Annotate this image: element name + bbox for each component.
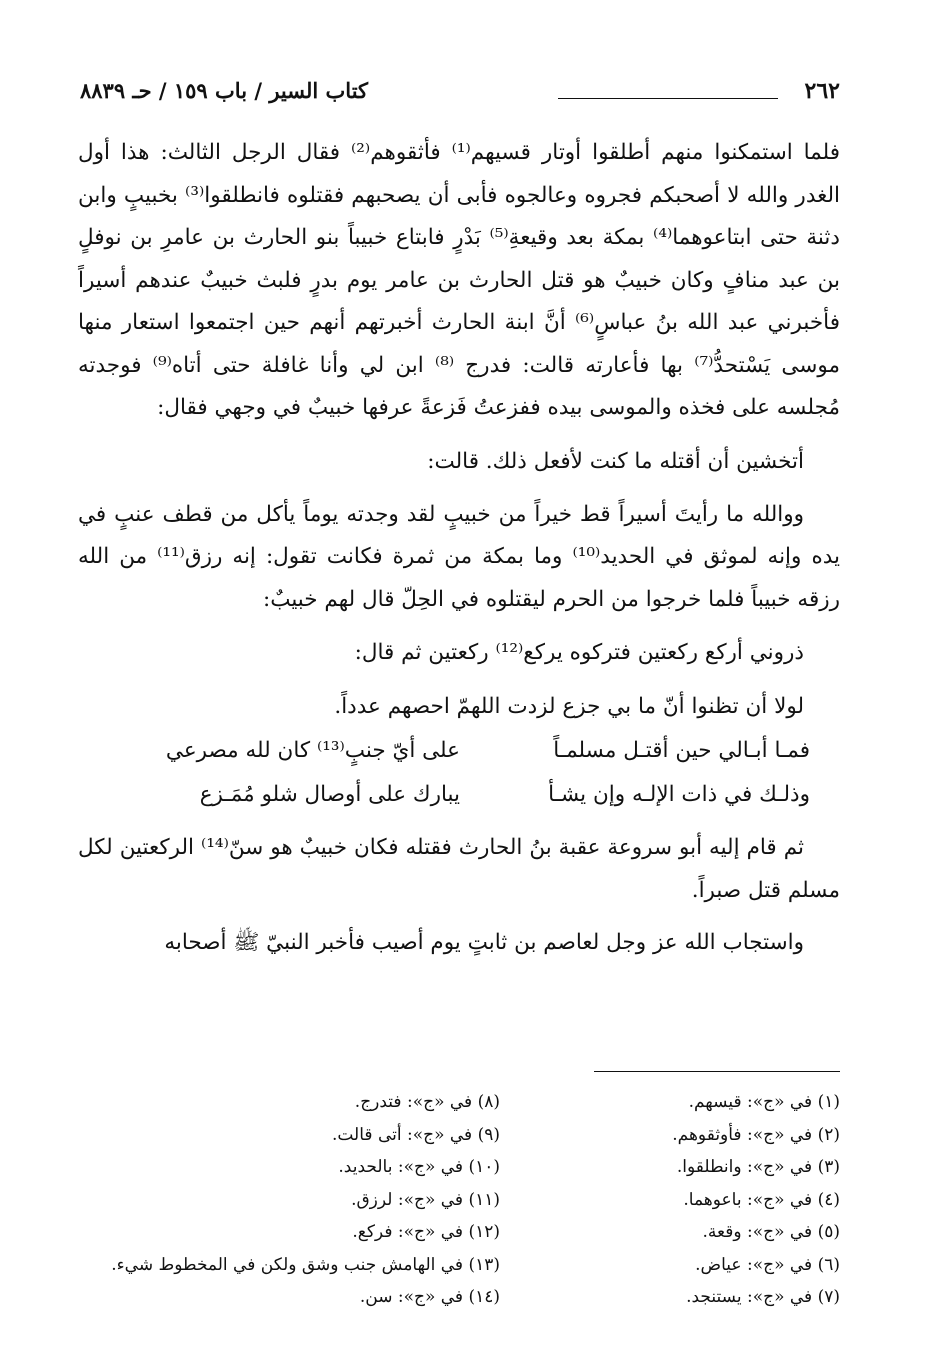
paragraph-2: أتخشين أن أقتله ما كنت لأفعل ذلك. قالت: <box>427 448 804 474</box>
verse-1-first-hemistich: فمـا أبـالي حين أقتـل مسلمـاً <box>553 738 810 763</box>
running-title: كتاب السير / باب ١٥٩ / حـ ٨٨٣٩ <box>80 78 369 103</box>
verse-1-second-hemistich: على أيّ جنبٍ⁽¹³⁾ كان لله مصرعي <box>165 738 460 763</box>
main-text <box>78 132 840 965</box>
paragraph-1: فلما استمكنوا منهم أطلقوا أوتار قسيهم⁽¹⁾ فأثقوهم⁽²⁾ فقال الرجل الثالث: هذا أول الغدر والله لا أصحبكم فجروه وعالجوه فأبى أن يصحبهم فقتلوه فانطلقوا⁽³⁾ بخبيبٍ وابن دثنة حتى ابتاعوهما⁽⁴⁾ بمكة بعد وقيعةِ⁽⁵⁾ بَدْرٍ فابتاع خبيباً بنو الحارث بن عامرِ بن نوفلٍ بن عبد منافٍ وكان خبيبٌ هو قتل الحارث بن عامر يوم بدرٍ فلبث خبيبٌ عندهم أسيراً فأخبرني عبد الله بنُ عباسٍ⁽⁶⁾ أنَّ ابنة الحارث أخبرتهم أنهم حين اجتمعوا استعار منها موسى يَسْتحدُّ⁽⁷⁾ بها فأعارته قالت: فدرج ⁽⁸⁾ ابن لي وأنا غافلة حتى أتاه⁽⁹⁾ فوجدته مُجلسه على فخذه والموسى بيده ففزعتُ فَزعةً عرفها خبيبٌ في وجهي فقال: <box>78 140 841 420</box>
footnote-3: (٣) في «ج»: وانطلقوا. <box>676 1157 840 1177</box>
verse-line-1 <box>78 729 840 773</box>
footnote-6: (٦) في «ج»: عياض. <box>695 1254 840 1275</box>
paragraph-3: ووالله ما رأيتَ أسيراً قط خيراً من خبيبٍ لقد وجدته يوماً يأكل من قطف عنبٍ في يده وإنه لموثق في الحديد⁽¹⁰⁾ وما بمكة من ثمرة فكانت تقول: إنه رزق⁽¹¹⁾ من الله رزقه خبيباً فلما خرجوا من الحرم ليقتلوه في الحِلّ قال لهم خبيبٌ: <box>78 501 840 612</box>
footnote-12: (١٢) في «ج»: فركع. <box>352 1222 500 1242</box>
footnote-rule <box>594 1071 840 1072</box>
footnote-2: (٢) في «ج»: فأوثقوهم. <box>672 1124 840 1145</box>
footnote-14: (١٤) في «ج»: سن. <box>359 1287 500 1307</box>
paragraph-7: واستجاب الله عز وجل لعاصم بن ثابتٍ يوم أصيب فأخبر النبيّ ﷺ أصحابه <box>164 930 804 955</box>
verse-2-first-hemistich: وذلـك في ذات الإلـه وإن يشـأ <box>548 782 810 807</box>
running-header <box>80 78 840 112</box>
footnotes-left-column <box>80 1086 500 1314</box>
footnote-4: (٤) في «ج»: باعوهما. <box>683 1189 840 1210</box>
footnote-11: (١١) في «ج»: لرزق. <box>351 1189 500 1210</box>
footnote-5: (٥) في «ج»: وقعة. <box>702 1222 840 1242</box>
paragraph-4: ذروني أركع ركعتين فتركوه يركع⁽¹²⁾ ركعتين ثم قال: <box>354 640 804 665</box>
footnote-7: (٧) في «ج»: يستنجد. <box>686 1287 840 1307</box>
header-rule <box>558 98 778 99</box>
verse-line-2 <box>78 773 840 817</box>
footnote-9: (٩) في «ج»: أتى قالت. <box>331 1124 500 1145</box>
footnote-13: (١٣) في الهامش جنب وشق ولكن في المخطوط شيء. <box>111 1254 500 1275</box>
paragraph-6: ثم قام إليه أبو سروعة عقبة بنُ الحارث فقتله فكان خبيبٌ هو سنّ⁽¹⁴⁾ الركعتين لكل مسلم قتل صبراً. <box>78 835 840 903</box>
footnote-1: (١) في «ج»: قيسهم. <box>688 1092 840 1112</box>
page-number: ٢٦٢ <box>804 78 840 104</box>
footnotes-right-column <box>590 1086 840 1314</box>
footnote-8: (٨) في «ج»: فتدرج. <box>354 1092 500 1112</box>
paragraph-5: لولا أن تظنوا أنّ ما بي جزع لزدت اللهمّ احصهم عدداً. <box>334 694 804 719</box>
verse-2-second-hemistich: يبارك على أوصال شلو مُمَـزع <box>199 782 460 807</box>
footnote-10: (١٠) في «ج»: بالحديد. <box>338 1157 500 1177</box>
